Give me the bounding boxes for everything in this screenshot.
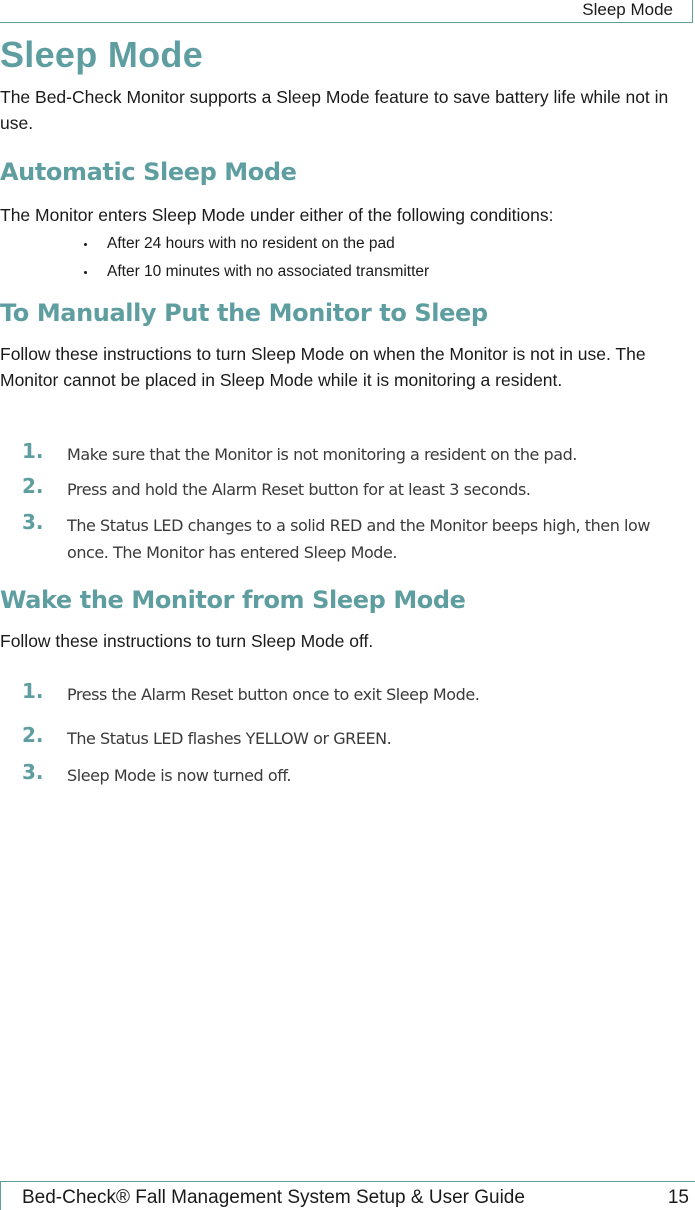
intro-paragraph: The Bed-Check Monitor supports a Sleep Mode feature to save battery life while not in use.	[0, 87, 669, 133]
step-number: 2.	[22, 474, 44, 498]
step-number: 2.	[22, 723, 44, 747]
page-title: Sleep Mode	[0, 34, 204, 75]
bullet-icon	[84, 271, 87, 274]
running-header: Sleep Mode	[582, 0, 673, 19]
manual-lead: Follow these instructions to turn Sleep Mode on when the Monitor is not in use. The Monitor cannot be placed in Sleep Mode while it is monitoring a resident.	[0, 344, 646, 390]
step-number: 3.	[22, 760, 44, 784]
wake-lead: Follow these instructions to turn Sleep Mode off.	[0, 631, 374, 651]
page-number: 15	[667, 1187, 689, 1208]
step-text: Press and hold the Alarm Reset button for at least 3 seconds.	[67, 480, 531, 499]
heading-manual-sleep: To Manually Put the Monitor to Sleep	[0, 299, 488, 327]
automatic-lead: The Monitor enters Sleep Mode under either of the following conditions:	[0, 205, 554, 225]
header-rule-tick	[692, 0, 693, 23]
footer-rule-tick	[0, 1181, 1, 1210]
step-number: 3.	[22, 510, 44, 534]
bullet-icon	[84, 243, 87, 246]
step-text: The Status LED flashes YELLOW or GREEN.	[67, 729, 392, 748]
step-text: Press the Alarm Reset button once to exit Sleep Mode.	[67, 685, 480, 704]
condition-text: After 24 hours with no resident on the pad	[107, 235, 395, 252]
step-number: 1.	[22, 679, 44, 703]
step-text: The Status LED changes to a solid RED and the Monitor beeps high, then low once. The Monitor has entered Sleep Mode.	[67, 516, 650, 562]
heading-automatic-sleep-mode: Automatic Sleep Mode	[0, 158, 297, 186]
condition-text: After 10 minutes with no associated transmitter	[107, 263, 430, 280]
heading-wake-monitor: Wake the Monitor from Sleep Mode	[0, 586, 466, 614]
step-text: Sleep Mode is now turned off.	[67, 766, 292, 785]
step-text: Make sure that the Monitor is not monitoring a resident on the pad.	[67, 445, 577, 464]
footer-rule	[0, 1181, 695, 1182]
step-number: 1.	[22, 439, 44, 463]
header-rule	[0, 22, 693, 23]
footer-document-title: Bed-Check® Fall Management System Setup & User Guide	[22, 1187, 525, 1208]
